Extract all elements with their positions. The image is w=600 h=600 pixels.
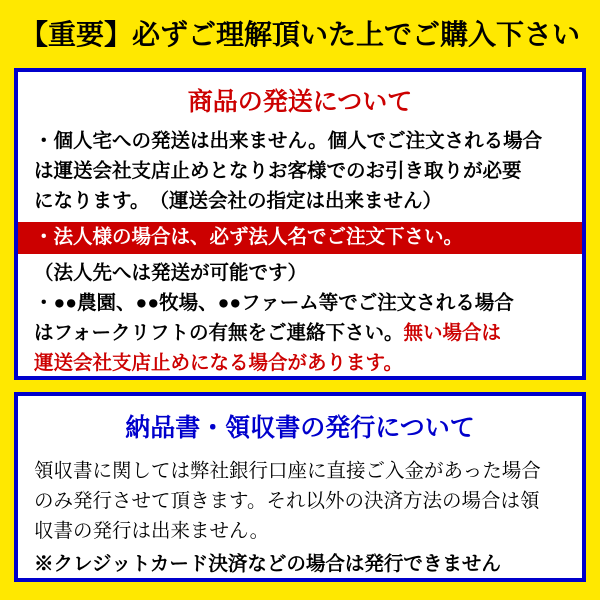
shipping-paragraph-3-prefix: はフォークリフトの有無をご連絡下さい。 <box>34 322 404 344</box>
invoice-note-line: ※クレジットカード決済などの場合は発行できません <box>34 553 501 575</box>
page-title: 【重要】必ずご理解頂いた上でご購入下さい <box>19 19 580 50</box>
shipping-paragraph-2-line-1: （法人先へは発送が可能です） <box>34 262 308 284</box>
invoice-panel <box>14 392 586 582</box>
invoice-paragraph-line-3: 収書の発行は出来ません。 <box>34 520 270 542</box>
shipping-paragraph-1 <box>18 126 582 216</box>
invoice-paragraph-line-2: のみ発行させて頂きます。それ以外の決済方法の場合は領 <box>34 490 540 512</box>
shipping-panel-title: 商品の発送について <box>187 88 413 116</box>
shipping-paragraph-1-line-2: は運送会社支店止めとなりお客様でのお引き取りが必要 <box>34 160 522 182</box>
shipping-paragraph-3-red-1: 無い場合は <box>403 322 502 344</box>
shipping-paragraph-1-line-3: になります。 （運送会社の指定は出来ません） <box>34 190 442 212</box>
shipping-panel <box>14 68 586 380</box>
shipping-paragraph-2 <box>18 258 582 318</box>
shipping-paragraph-3 <box>18 318 582 378</box>
invoice-panel-title: 納品書・領収書の発行について <box>125 414 475 442</box>
bottom-strip <box>0 584 600 600</box>
invoice-paragraph-line-1: 領収書に関しては弊社銀行口座に直接ご入金があった場合 <box>34 460 541 482</box>
shipping-paragraph-3-red-2: 運送会社支店止めになる場合があります。 <box>34 352 403 374</box>
invoice-paragraph <box>18 456 582 546</box>
shipping-paragraph-2-line-2: ・●●農園、●●牧場、●●ファーム等でご注文される場合 <box>34 292 514 314</box>
invoice-note <box>18 549 582 579</box>
shipping-highlight-corporate-name: ・法人様の場合は、必ず法人名でご注文下さい。 <box>18 222 582 254</box>
shipping-paragraph-1-line-1: ・個人宅への発送は出来ません。個人でご注文される場合 <box>34 130 543 152</box>
